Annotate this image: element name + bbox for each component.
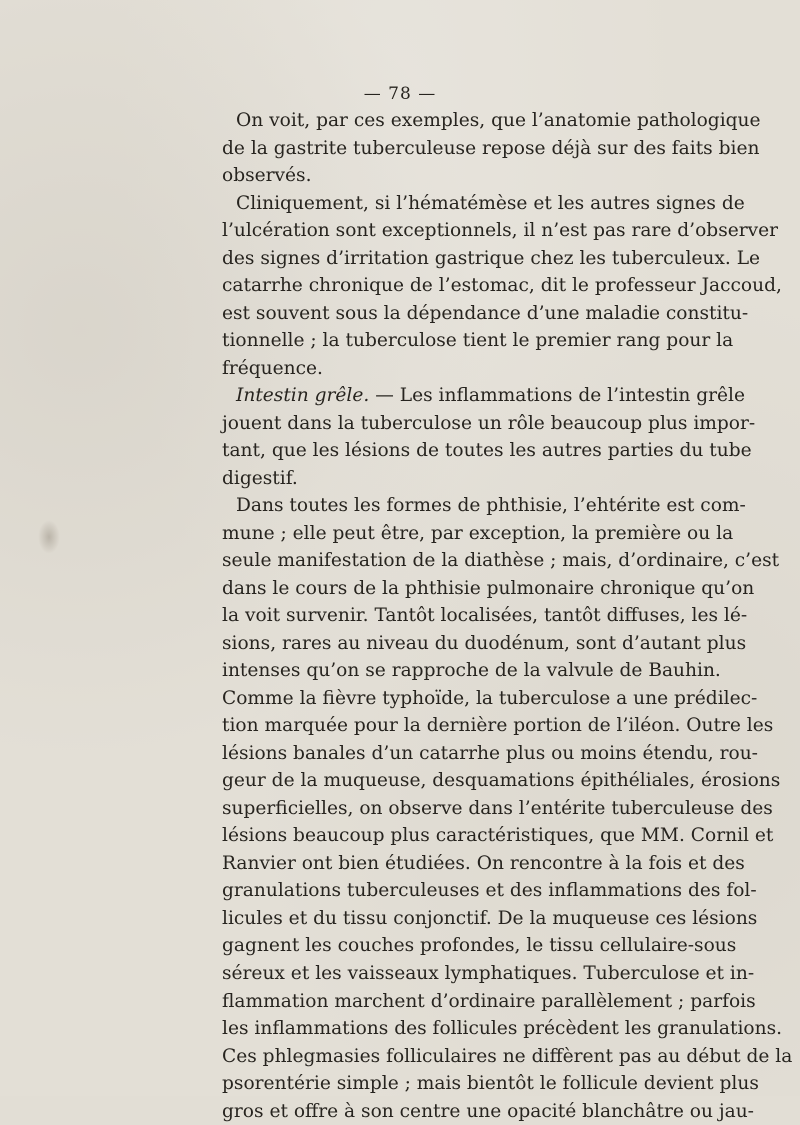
text-line: digestif. [222, 467, 298, 489]
text-line: sions, rares au niveau du duodénum, sont d’autant plus [222, 632, 747, 654]
text-line: mune ; elle peut être, par exception, la première ou la [222, 522, 734, 544]
page-number: — 78 — [363, 84, 437, 104]
text-line: intenses qu’on se rapproche de la valvule de Bauhin. [222, 660, 721, 682]
text-line: catarrhe chronique de l’estomac, dit le professeur Jaccoud, [222, 275, 782, 297]
section-heading: Intestin grêle. [236, 385, 370, 407]
text-line: est souvent sous la dépendance d’une maladie constitu- [222, 302, 749, 324]
text-line: tion marquée pour la dernière portion de l’iléon. Outre les [222, 715, 774, 737]
text-line: lésions banales d’un catarrhe plus ou moins étendu, rou- [222, 742, 758, 764]
text-line: licules et du tissu conjonctif. De la muqueuse ces lésions [222, 907, 758, 929]
text-line: Cliniquement, si l’hématémèse et les autres signes de [236, 192, 745, 214]
text-line: lésions beaucoup plus caractéristiques, que MM. Cornil et [222, 825, 774, 847]
text-line: des signes d’irritation gastrique chez les tuberculeux. Le [222, 247, 761, 269]
text-line: gagnent les couches profondes, le tissu cellulaire-sous [222, 935, 737, 957]
text-line: séreux et les vaisseaux lymphatiques. Tuberculose et in- [222, 962, 755, 984]
text-line: geur de la muqueuse, desquamations épithéliales, érosions [222, 770, 781, 792]
text-line: — Les inflammations de l’intestin grêle [375, 385, 746, 407]
text-line: gros et offre à son centre une opacité blanchâtre ou jau- [222, 1100, 754, 1122]
body-text [222, 107, 793, 1125]
text-line: fréquence. [222, 357, 323, 379]
text-line: Ces phlegmasies folliculaires ne diffèrent pas au début de la [222, 1045, 793, 1067]
text-line: tant, que les lésions de toutes les autres parties du tube [222, 440, 752, 462]
text-line: Ranvier ont bien étudiées. On rencontre à la fois et des [222, 852, 745, 874]
text-line: tionnelle ; la tuberculose tient le premier rang pour la [222, 330, 734, 352]
text-line: Comme la fièvre typhoïde, la tuberculose a une prédilec- [222, 687, 758, 709]
text-line: les inflammations des follicules précèdent les granulations. [222, 1018, 783, 1040]
text-line: flammation marchent d’ordinaire parallèlement ; parfois [222, 990, 756, 1012]
text-line: psorentérie simple ; mais bientôt le follicule devient plus [222, 1073, 759, 1095]
text-line: seule manifestation de la diathèse ; mais, d’ordinaire, c’est [222, 550, 780, 572]
text-line: la voit survenir. Tantôt localisées, tantôt diffuses, les lé- [222, 605, 748, 627]
text-line: Dans toutes les formes de phthisie, l’ehtérite est com- [236, 495, 746, 517]
text-line: dans le cours de la phthisie pulmonaire chronique qu’on [222, 577, 755, 599]
text-line: granulations tuberculeuses et des inflammations des fol- [222, 880, 757, 902]
text-line: jouent dans la tuberculose un rôle beaucoup plus impor- [222, 412, 756, 434]
text-line: l’ulcération sont exceptionnels, il n’est pas rare d’observer [222, 220, 779, 242]
text-line: de la gastrite tuberculeuse repose déjà sur des faits bien [222, 137, 760, 159]
text-line: superficielles, on observe dans l’entérite tuberculeuse des [222, 797, 773, 819]
text-line: observés. [222, 165, 312, 187]
section-heading-line [222, 382, 746, 410]
text-line: On voit, par ces exemples, que l’anatomie pathologique [236, 110, 761, 131]
paper-stain [38, 520, 60, 554]
